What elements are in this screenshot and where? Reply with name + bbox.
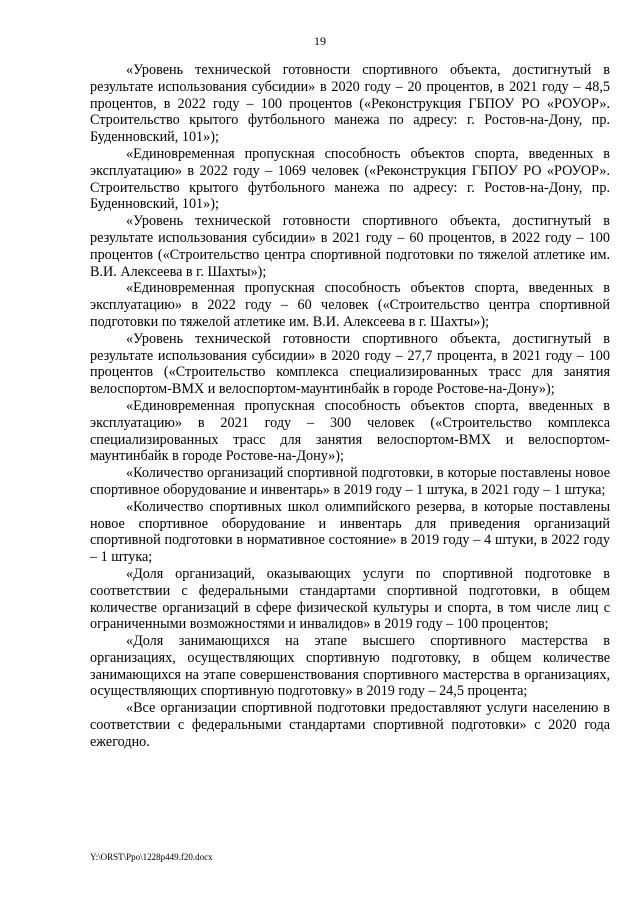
paragraph: «Количество спортивных школ олимпийского резерва, в которые поставлены новое спортивное оборудование и инвентарь для приведения организаций спортивной подготовки в нормативное состояние» в 2019 году – 4 штуки, в 2022 году – 1 штука;: [90, 498, 610, 566]
paragraph: «Единовременная пропускная способность объектов спорта, введенных в эксплуатацию» в 2022 году – 1069 человек («Реконструкция ГБПОУ РО «РОУОР». Строительство крытого футбольного манежа по адресу: г. Ростов-на-Дону, пр. Буденновский, 101»);: [90, 145, 610, 213]
paragraph: «Единовременная пропускная способность объектов спорта, введенных в эксплуатацию» в 2021 году – 300 человек («Строительство комплекса специализированных трасс для занятия велоспортом-ВМХ и велоспортом-маунтинбайк в городе Ростове-на-Дону»);: [90, 397, 610, 465]
paragraph: «Уровень технической готовности спортивного объекта, достигнутый в результате использования субсидии» в 2020 году – 27,7 процента, в 2021 году – 100 процентов («Строительство комплекса специализированных трасс для занятия велоспортом-ВМХ и велоспортом-маунтинбайк в городе Ростове-на-Дону»);: [90, 330, 610, 398]
file-path-footer: Y:\ORST\Ppo\1228p449.f20.docx: [90, 852, 213, 862]
page-number: 19: [314, 34, 326, 48]
paragraph: «Количество организаций спортивной подготовки, в которые поставлены новое спортивное оборудование и инвентарь» в 2019 году – 1 штука, в 2021 году – 1 штука;: [90, 465, 610, 498]
paragraph: «Доля организаций, оказывающих услуги по спортивной подготовке в соответствии с федеральными стандартами спортивной подготовки, в общем количестве организаций в сфере физической культуры и спорта, в том числе лиц с ограниченными возможностями и инвалидов» в 2019 году – 100 процентов;: [90, 565, 610, 633]
document-body: [90, 62, 610, 751]
paragraph: «Уровень технической готовности спортивного объекта, достигнутый в результате использования субсидии» в 2021 году – 60 процентов, в 2022 году – 100 процентов («Строительство центра спортивной подготовки по тяжелой атлетике им. В.И. Алексеева в г. Шахты»);: [90, 213, 610, 280]
paragraph: «Все организации спортивной подготовки предоставляют услуги населению в соответствии с федеральными стандартами спортивной подготовки» с 2020 года ежегодно.: [90, 700, 610, 750]
paragraph: «Уровень технической готовности спортивного объекта, достигнутый в результате использования субсидии» в 2020 году – 20 процентов, в 2021 году – 48,5 процентов, в 2022 году – 100 процентов («Реконструкция ГБПОУ РО «РОУОР». Строительство крытого футбольного манежа по адресу: г. Ростов-на-Дону, пр. Буденновский, 101»);: [90, 62, 610, 146]
paragraph: «Единовременная пропускная способность объектов спорта, введенных в эксплуатацию» в 2022 году – 60 человек («Строительство центра спортивной подготовки по тяжелой атлетике им. В.И. Алексеева в г. Шахты»);: [90, 280, 610, 330]
paragraph: «Доля занимающихся на этапе высшего спортивного мастерства в организациях, осуществляющих спортивную подготовку, в общем количестве занимающихся на этапе совершенствования спортивного мастерства в организациях, осуществляющих спортивную подготовку» в 2019 году – 24,5 процента;: [90, 633, 610, 700]
